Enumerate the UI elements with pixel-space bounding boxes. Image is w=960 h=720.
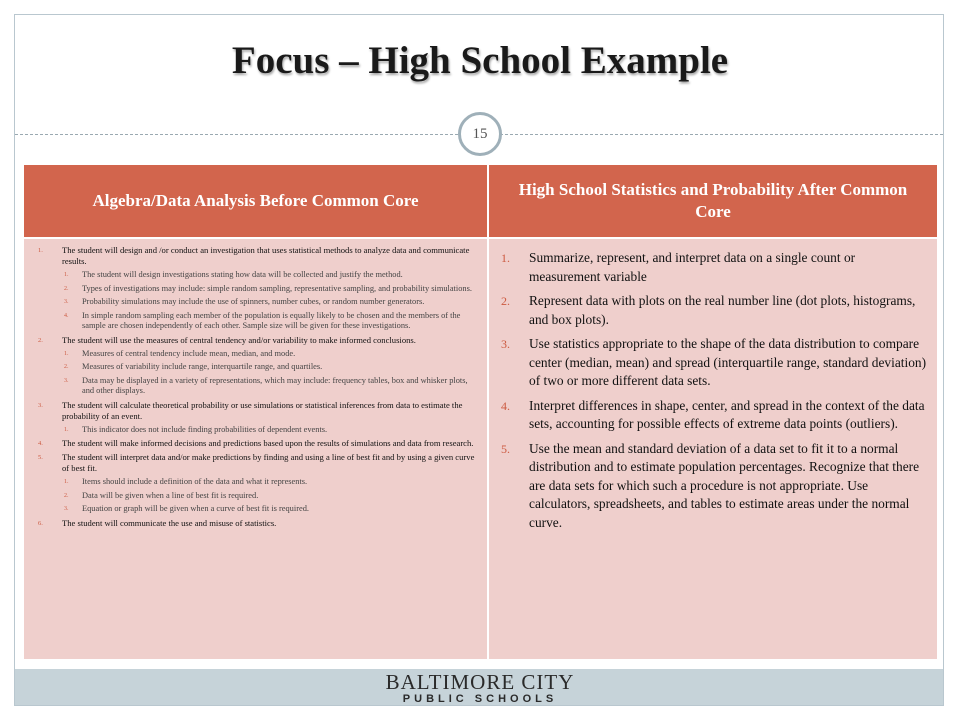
item-text: The student will communicate the use and misuse of statistics. xyxy=(62,517,277,528)
sub-list-item xyxy=(62,270,475,281)
item-text: Use the mean and standard deviation of a data set to fit it to a normal distribution and to estimate population percentages. Recognize that there are data sets for which such a procedure is not appropriate. Use calculators, spreadsheets, and tables to estimate areas under the normal curve. xyxy=(529,440,920,530)
sub-item-number: 2. xyxy=(64,285,69,292)
sub-item-text: Measures of variability include range, interquartile range, and quartiles. xyxy=(82,362,323,371)
sub-item-number: 1. xyxy=(64,426,69,433)
sub-item-text: This indicator does not include finding probabilities of dependent events. xyxy=(82,424,328,434)
right-list-item xyxy=(501,249,927,286)
sub-item-text: In simple random sampling each member of the population is equally likely to be chosen and the members of the sample are chosen independently of each other. Sample size will be given for these investigations. xyxy=(82,310,461,330)
sub-item-text: The student will design investigations stating how data will be collected and justify the method. xyxy=(82,270,403,279)
sub-item-number: 2. xyxy=(64,364,69,370)
slide-title: Focus – High School Example xyxy=(231,39,729,82)
sub-item-text: Equation or graph will be given when a curve of best fit is required. xyxy=(82,504,309,513)
item-text: Interpret differences in shape, center, and spread in the context of the data sets, accounting for possible effects of extreme data points (outliers). xyxy=(529,397,925,431)
item-number: 5. xyxy=(38,454,43,461)
sub-list-item xyxy=(62,362,475,373)
left-column-cell xyxy=(24,239,487,659)
right-column-cell xyxy=(489,239,937,659)
item-text: The student will interpret data and/or make predictions by finding and using a line of best fit and by using a given curve of best fit. xyxy=(62,452,475,473)
sub-item-number: 1. xyxy=(64,479,69,485)
left-list-item xyxy=(38,438,475,449)
sub-list-item xyxy=(62,491,475,502)
sub-item-text: Data may be displayed in a variety of representations, which may include: frequency tables, box and whisker plots, and other displays. xyxy=(82,375,468,395)
item-number: 4. xyxy=(501,398,510,413)
sub-item-text: Data will be given when a line of best fit is required. xyxy=(82,490,259,500)
sub-item-number: 3. xyxy=(64,377,69,384)
sub-list-item xyxy=(62,477,475,488)
sub-list-item xyxy=(62,297,475,308)
sub-item-number: 2. xyxy=(64,492,69,499)
sub-list xyxy=(62,477,475,515)
sub-item-number: 1. xyxy=(64,350,69,357)
sub-list-item xyxy=(62,504,475,515)
item-number: 3. xyxy=(501,337,510,351)
left-column-header: Algebra/Data Analysis Before Common Core xyxy=(24,165,487,237)
left-list-item xyxy=(38,518,475,529)
right-list-item xyxy=(501,440,927,533)
school-logo-line2: PUBLIC SCHOOLS xyxy=(402,693,558,705)
sub-list-item xyxy=(62,425,475,436)
item-text: Use statistics appropriate to the shape of the data distribution to compare center (median, mean) and spread (interquartile range, standard deviation) of two or more different data sets. xyxy=(529,336,927,388)
item-number: 5. xyxy=(501,441,510,456)
sub-list-item xyxy=(62,349,475,360)
item-number: 4. xyxy=(38,440,43,447)
item-text: The student will make informed decisions and predictions based upon the results of simulations and data from research. xyxy=(62,438,474,448)
right-list-item xyxy=(501,397,927,434)
sub-list xyxy=(62,425,475,436)
left-list-item xyxy=(38,400,475,436)
item-number: 2. xyxy=(501,294,510,308)
comparison-table xyxy=(24,165,937,659)
right-standards-list xyxy=(501,249,927,532)
school-logo-line1: BALTIMORE CITY xyxy=(385,670,575,694)
sub-list-item xyxy=(62,376,475,397)
sub-list xyxy=(62,349,475,397)
sub-item-number: 3. xyxy=(64,299,69,305)
item-number: 1. xyxy=(38,247,43,254)
item-text: The student will use the measures of central tendency and/or variability to make informed conclusions. xyxy=(62,334,416,345)
item-number: 1. xyxy=(501,251,510,265)
sub-list-item xyxy=(62,284,475,295)
sub-list-item xyxy=(62,311,475,332)
sub-item-text: Measures of central tendency include mean, median, and mode. xyxy=(82,348,296,358)
page-number-badge: 15 xyxy=(458,112,502,156)
right-column-header: High School Statistics and Probability After Common Core xyxy=(489,165,937,237)
item-text: The student will calculate theoretical probability or use simulations or statistical inferences from data to estimate the probability of an event. xyxy=(62,399,463,421)
sub-list xyxy=(62,270,475,332)
sub-item-number: 3. xyxy=(64,506,69,512)
left-list-item xyxy=(38,335,475,397)
sub-item-number: 4. xyxy=(64,312,69,319)
item-number: 2. xyxy=(38,336,43,344)
item-text: The student will design and /or conduct an investigation that uses statistical methods to analyze data and communicate results. xyxy=(62,245,470,266)
sub-item-text: Types of investigations may include: simple random sampling, representative sampling, and probability simulations. xyxy=(82,283,472,293)
sub-item-text: Items should include a definition of the data and what it represents. xyxy=(82,477,308,486)
sub-item-number: 1. xyxy=(64,272,69,278)
left-list-item xyxy=(38,452,475,515)
item-text: Summarize, represent, and interpret data on a single count or measurement variable xyxy=(529,250,856,284)
right-list-item xyxy=(501,335,927,391)
right-list-item xyxy=(501,292,927,329)
item-number: 3. xyxy=(38,401,43,409)
item-number: 6. xyxy=(38,519,43,527)
left-list-item xyxy=(38,245,475,332)
item-text: Represent data with plots on the real number line (dot plots, histograms, and box plots). xyxy=(529,293,916,327)
left-standards-list xyxy=(38,245,475,529)
sub-item-text: Probability simulations may include the use of spinners, number cubes, or random number generators. xyxy=(82,297,425,306)
